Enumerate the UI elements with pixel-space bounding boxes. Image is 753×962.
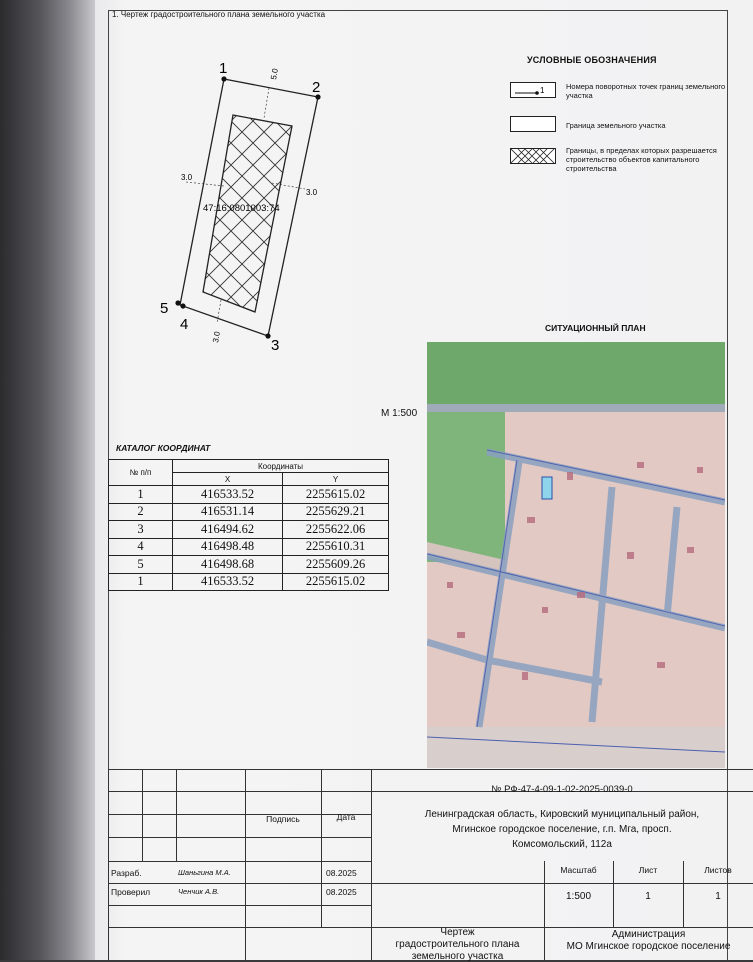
point-marker-5 <box>175 300 180 305</box>
table-row <box>109 556 389 574</box>
cell-y: 2255622.06 <box>283 521 389 539</box>
checker-label: Проверил <box>111 887 151 897</box>
turning-point-symbol <box>510 82 556 98</box>
cell-number: 4 <box>109 538 173 556</box>
cell-x: 416498.68 <box>173 556 283 574</box>
dimension-top: 5.0 <box>269 67 280 81</box>
legend-text-turning-points: Номера поворотных точек границ земельного участка <box>566 82 726 100</box>
cell-y: 2255629.21 <box>283 503 389 521</box>
cell-number: 5 <box>109 556 173 574</box>
point-label-1: 1 <box>219 60 228 77</box>
cell-y: 2255610.31 <box>283 538 389 556</box>
header-number: № п/п <box>109 460 173 486</box>
coordinates-table <box>108 459 389 591</box>
point-marker-3 <box>265 333 270 338</box>
cell-x: 416494.62 <box>173 521 283 539</box>
situation-plan-scale: М 1:500 <box>381 408 418 419</box>
cell-x: 416533.52 <box>173 573 283 591</box>
date-label: Дата <box>336 812 356 822</box>
dimension-line-left <box>186 182 224 186</box>
parcel-drawing <box>150 50 350 360</box>
cell-x: 416533.52 <box>173 486 283 504</box>
scale-value: 1:500 <box>565 891 592 902</box>
organization-line-1: Администрация <box>611 929 686 940</box>
legend-text-parcel-boundary: Граница земельного участка <box>566 121 666 130</box>
header-coordinates: Координаты <box>173 460 389 473</box>
sheets-label: Листов <box>704 865 732 875</box>
legend-item-hatched-zone <box>510 146 740 176</box>
sign-label: Подпись <box>266 814 300 824</box>
point-marker-4 <box>180 303 185 308</box>
legend-item-turning-points <box>510 82 740 102</box>
situation-plan-map <box>427 342 725 768</box>
dimension-bottom: 3.0 <box>211 330 222 344</box>
table-row <box>109 503 389 521</box>
developer-label: Разраб. <box>111 868 142 878</box>
point-label-5: 5 <box>160 300 169 317</box>
legend-title: УСЛОВНЫЕ ОБОЗНАЧЕНИЯ <box>527 55 657 65</box>
cell-y: 2255615.02 <box>283 486 389 504</box>
map-parcel-marker <box>542 477 552 499</box>
cell-number: 1 <box>109 486 173 504</box>
dimension-line-top <box>264 88 269 118</box>
point-label-2: 2 <box>312 79 321 96</box>
scale-label: Масштаб <box>560 865 597 875</box>
dimension-left: 3.0 <box>181 173 193 182</box>
parcel-number: 47:16:0801003:74 <box>203 203 280 214</box>
legend-item-parcel-boundary <box>510 116 740 136</box>
situation-plan-title: СИТУАЦИОННЫЙ ПЛАН <box>545 323 646 333</box>
map-field-left <box>427 412 505 562</box>
cell-number: 1 <box>109 573 173 591</box>
point-label-3: 3 <box>271 337 280 354</box>
drawing-title-line-1: Чертеж <box>440 927 475 938</box>
cell-number: 2 <box>109 503 173 521</box>
parcel-boundary-symbol <box>510 116 556 132</box>
hatched-zone-symbol <box>510 148 556 164</box>
sheet-value: 1 <box>645 891 651 902</box>
cell-y: 2255609.26 <box>283 556 389 574</box>
point-marker-1 <box>221 76 226 81</box>
header-y: Y <box>283 473 389 486</box>
organization-line-2: МО Мгинское городское поселение <box>566 941 731 952</box>
catalog-title: КАТАЛОГ КООРДИНАТ <box>116 443 211 453</box>
address-line-2: Мгинское городское поселение, г.п. Мга, просп. <box>452 824 672 835</box>
checker-date: 08.2025 <box>326 887 357 897</box>
address-line-3: Комсомольский, 112а <box>512 839 612 850</box>
developer-date: 08.2025 <box>326 868 357 878</box>
table-row <box>109 573 389 591</box>
title-block <box>108 769 753 960</box>
point-label-4: 4 <box>180 316 189 333</box>
map-field-top <box>427 342 725 404</box>
legend-text-hatched-zone: Границы, в пределах которых разрешается строительство объектов капитального строительства <box>566 146 717 173</box>
drawing-title-line-3: земельного участка <box>411 951 504 962</box>
document-number: № РФ-47-4-09-1-02-2025-0039-0 <box>491 784 633 795</box>
table-row <box>109 486 389 504</box>
dimension-right: 3.0 <box>306 188 318 197</box>
sheet-label: Лист <box>638 865 658 875</box>
table-row <box>109 538 389 556</box>
sheet-caption: 1. Чертеж градостроительного плана земельного участка <box>112 10 326 19</box>
sheets-value: 1 <box>715 891 721 902</box>
address-line-1: Ленинградская область, Кировский муниципальный район, <box>424 809 700 820</box>
drawing-title-line-2: градостроительного плана <box>395 939 520 950</box>
developer-name: Шаньгина М.А. <box>178 868 231 877</box>
cell-x: 416531.14 <box>173 503 283 521</box>
header-x: X <box>173 473 283 486</box>
legend-point-number: 1 <box>540 86 545 95</box>
cell-x: 416498.48 <box>173 538 283 556</box>
cell-y: 2255615.02 <box>283 573 389 591</box>
table-row <box>109 521 389 539</box>
checker-name: Ченчик А.В. <box>178 887 220 896</box>
cell-number: 3 <box>109 521 173 539</box>
